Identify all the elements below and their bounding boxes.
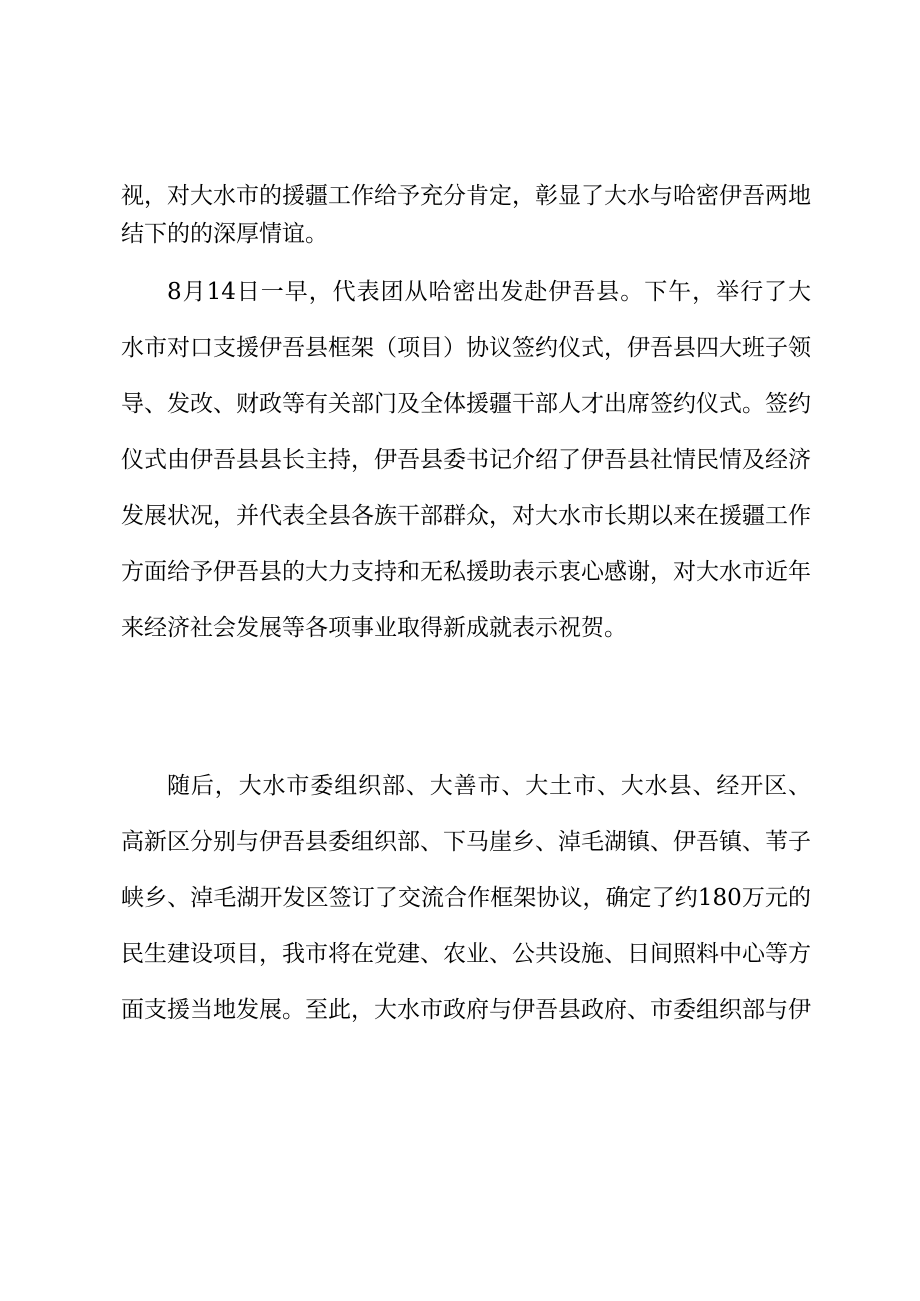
paragraph-line: 导、发改、财政等有关部门及全体援疆干部人才出席签约仪式。签约	[121, 391, 811, 417]
paragraph-line: 面支援当地发展。至此，大水市政府与伊吾县政府、市委组织部与伊	[121, 997, 811, 1023]
paragraph-line: 8月14日一早，代表团从哈密出发赴伊吾县。下午，举行了大	[167, 279, 811, 305]
paragraph-line: 方面给予伊吾县的大力支持和无私援助表示衷心感谢，对大水市近年	[121, 559, 811, 585]
paragraph-line: 高新区分别与伊吾县委组织部、下马崖乡、淖毛湖镇、伊吾镇、苇子	[121, 829, 811, 855]
paragraph-line: 来经济社会发展等各项事业取得新成就表示祝贺。	[121, 615, 627, 641]
paragraph-line: 仪式由伊吾县县长主持，伊吾县委书记介绍了伊吾县社情民情及经济	[121, 447, 811, 473]
paragraph-line: 结下的的深厚情谊。	[121, 221, 328, 247]
paragraph-line: 视，对大水市的援疆工作给予充分肯定，彰显了大水与哈密伊吾两地	[121, 183, 811, 209]
paragraph-1	[121, 181, 811, 249]
paragraph-line: 发展状况，并代表全县各族干部群众，对大水市长期以来在援疆工作	[121, 503, 811, 529]
paragraph-line: 民生建设项目，我市将在党建、农业、公共设施、日间照料中心等方	[121, 941, 811, 967]
paragraph-line: 峡乡、淖毛湖开发区签订了交流合作框架协议，确定了约180万元的	[121, 885, 811, 911]
paragraph-line: 随后，大水市委组织部、大善市、大土市、大水县、经开区、	[167, 773, 811, 799]
paragraph-line: 水市对口支援伊吾县框架（项目）协议签约仪式，伊吾县四大班子领	[121, 335, 811, 361]
paragraph-3	[121, 771, 811, 1025]
paragraph-2	[121, 277, 811, 643]
